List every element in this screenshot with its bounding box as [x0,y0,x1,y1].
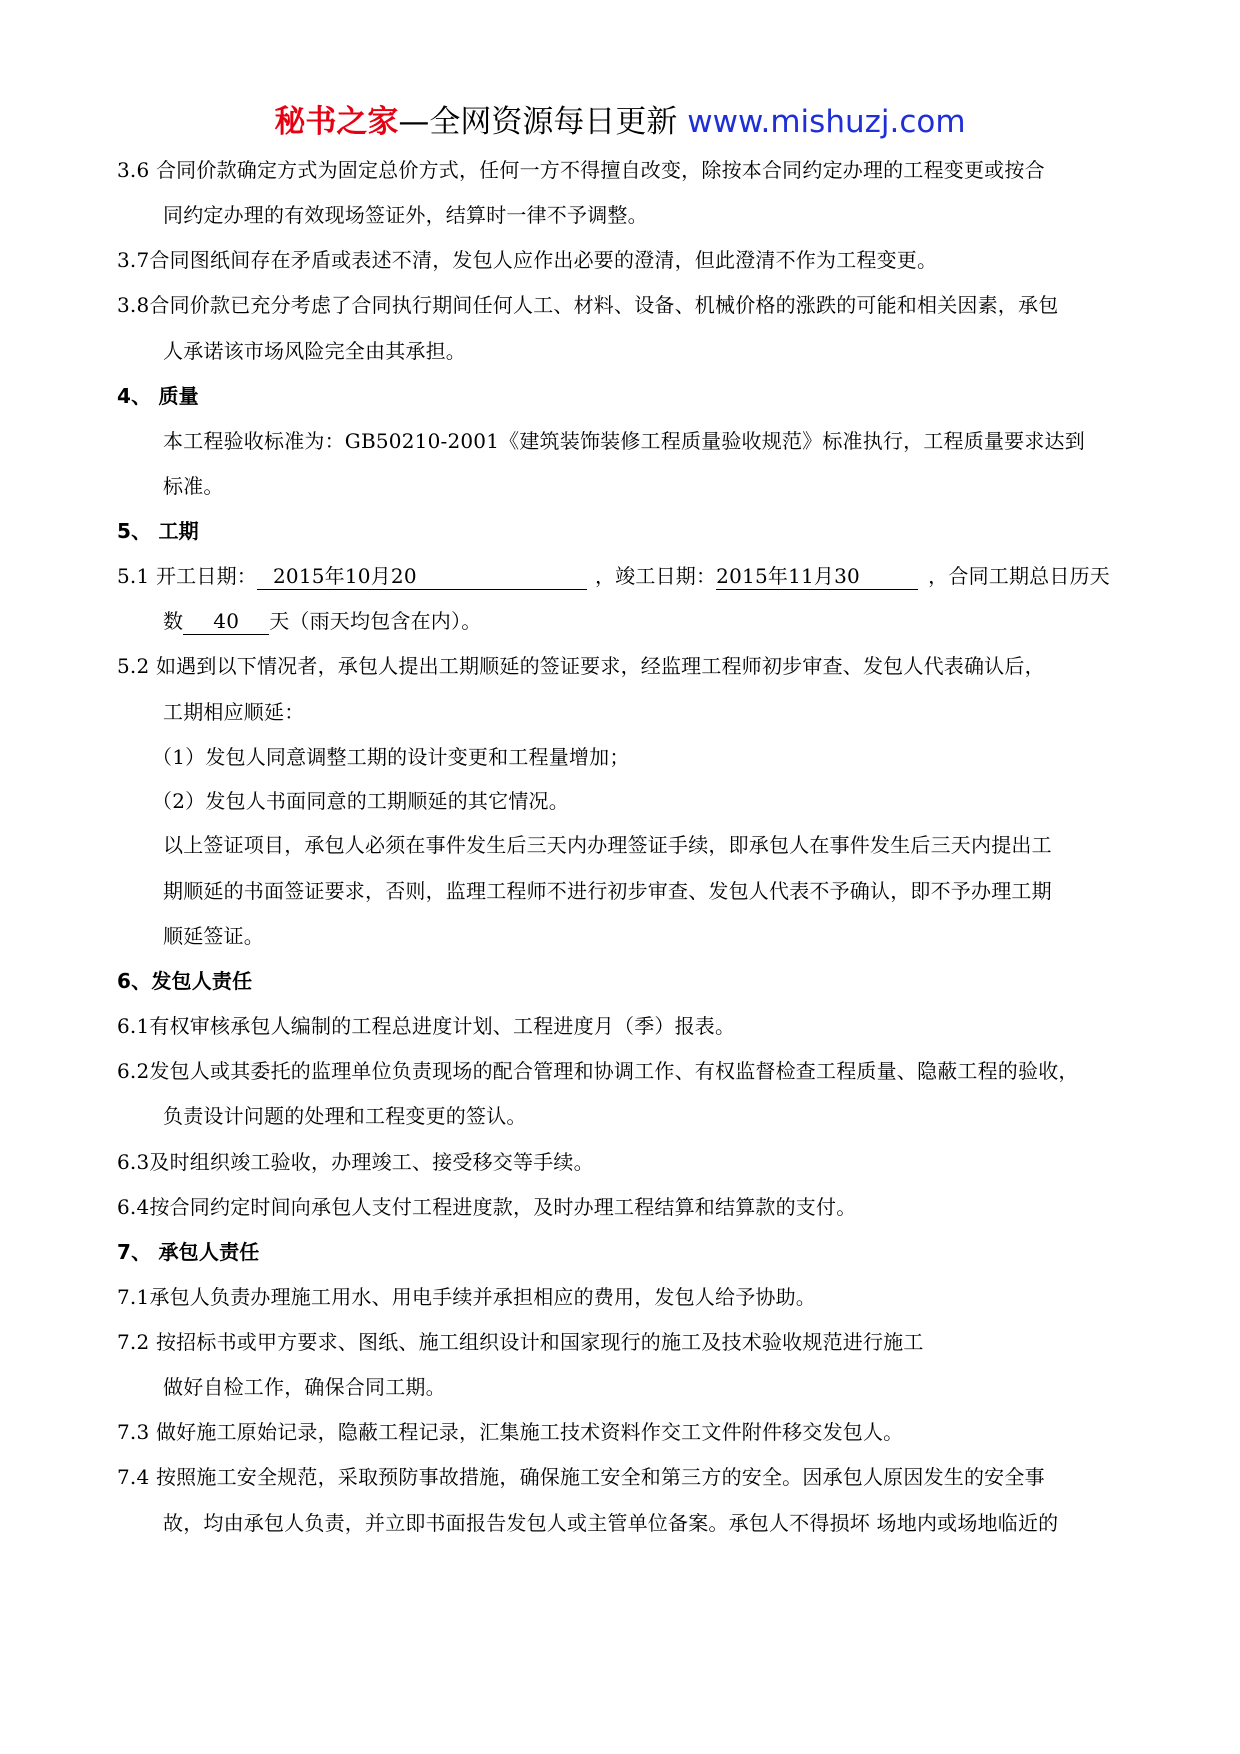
clause-7-2-cont: 做好自检工作，确保合同工期。 [163,1375,446,1399]
clause-5-1-cont [163,606,481,636]
section-7-heading: 7、 承包人责任 [117,1240,260,1264]
end-date-label: ，竣工日期： [594,564,717,588]
clause-7-4: 7.4 按照施工安全规范，采取预防事故措施，确保施工安全和第三方的安全。因承包人原因发生的安全事 [117,1465,1045,1489]
clause-6-2-cont: 负责设计问题的处理和工程变更的签认。 [163,1104,527,1128]
clause-7-2: 7.2 按招标书或甲方要求、图纸、施工组织设计和国家现行的施工及技术验收规范进行施工 [117,1330,924,1354]
clause-6-2: 6.2发包人或其委托的监理单位负责现场的配合管理和协调工作、有权监督检查工程质量、隐蔽工程的验收， [117,1059,1079,1083]
quality-standard-cont: 标准。 [163,474,224,498]
header-brand: 秘书之家 [274,104,399,140]
clause-5-2-item-1: （1）发包人同意调整工期的设计变更和工程量增加； [152,745,630,769]
clause-5-2-note: 以上签证项目，承包人必须在事件发生后三天内办理签证手续，即承包人在事件发生后三天内提出工 [163,833,1052,857]
clause-5-1 [117,561,1110,591]
clause-7-3: 7.3 做好施工原始记录，隐蔽工程记录，汇集施工技术资料作交工文件附件移交发包人。 [117,1420,904,1444]
section-6-heading: 6、发包人责任 [117,969,253,993]
clause-5-2-note-cont-1: 期顺延的书面签证要求，否则，监理工程师不进行初步审查、发包人代表不予确认，即不予办理工期 [163,879,1052,903]
total-days-prefix: 数 [163,609,184,633]
clause-6-4: 6.4按合同约定时间向承包人支付工程进度款，及时办理工程结算和结算款的支付。 [117,1195,857,1219]
clause-3-6-cont: 同约定办理的有效现场签证外，结算时一律不予调整。 [163,203,648,227]
clause-3-8-cont: 人承诺该市场风险完全由其承担。 [163,339,466,363]
header-url[interactable]: www.mishuzj.com [687,104,966,140]
total-days-suffix: 天（雨天均包含在内）。 [269,609,482,633]
clause-5-2-item-2: （2）发包人书面同意的工期顺延的其它情况。 [152,789,569,813]
clause-6-1: 6.1有权审核承包人编制的工程总进度计划、工程进度月（季）报表。 [117,1014,736,1038]
clause-3-7: 3.7合同图纸间存在矛盾或表述不清，发包人应作出必要的澄清，但此澄清不作为工程变更。 [117,248,938,272]
clause-5-2-cont: 工期相应顺延： [163,700,305,724]
start-date-label: 5.1 开工日期： [117,564,257,588]
section-5-heading: 5、 工期 [117,519,199,543]
clause-7-1: 7.1承包人负责办理施工用水、用电手续并承担相应的费用，发包人给予协助。 [117,1285,817,1309]
clause-3-6: 3.6 合同价款确定方式为固定总价方式，任何一方不得擅自改变，除按本合同约定办理的工程变更或按合 [117,158,1045,182]
clause-5-2-note-cont-2: 顺延签证。 [163,924,264,948]
start-date-value: 2015年10月20 [257,563,587,590]
quality-standard: 本工程验收标准为：GB50210-2001《建筑装饰装修工程质量验收规范》标准执行，工程质量要求达到 [163,429,1085,453]
end-date-value: 2015年11月30 [716,563,918,590]
total-days-value: 40 [183,608,269,635]
header-tagline: —全网资源每日更新 [398,104,678,140]
clause-5-2: 5.2 如遇到以下情况者，承包人提出工期顺延的签证要求，经监理工程师初步审查、发包人代表确认后， [117,654,1045,678]
total-days-label: ，合同工期总日历天 [928,564,1110,588]
clause-6-3: 6.3及时组织竣工验收，办理竣工、接受移交等手续。 [117,1150,594,1174]
clause-3-8: 3.8合同价款已充分考虑了合同执行期间任何人工、材料、设备、机械价格的涨跌的可能和相关因素，承包 [117,293,1059,317]
section-4-heading: 4、 质量 [117,384,199,408]
clause-7-4-cont: 故，均由承包人负责，并立即书面报告发包人或主管单位备案。承包人不得损坏 场地内或场地临近的 [163,1511,1059,1535]
